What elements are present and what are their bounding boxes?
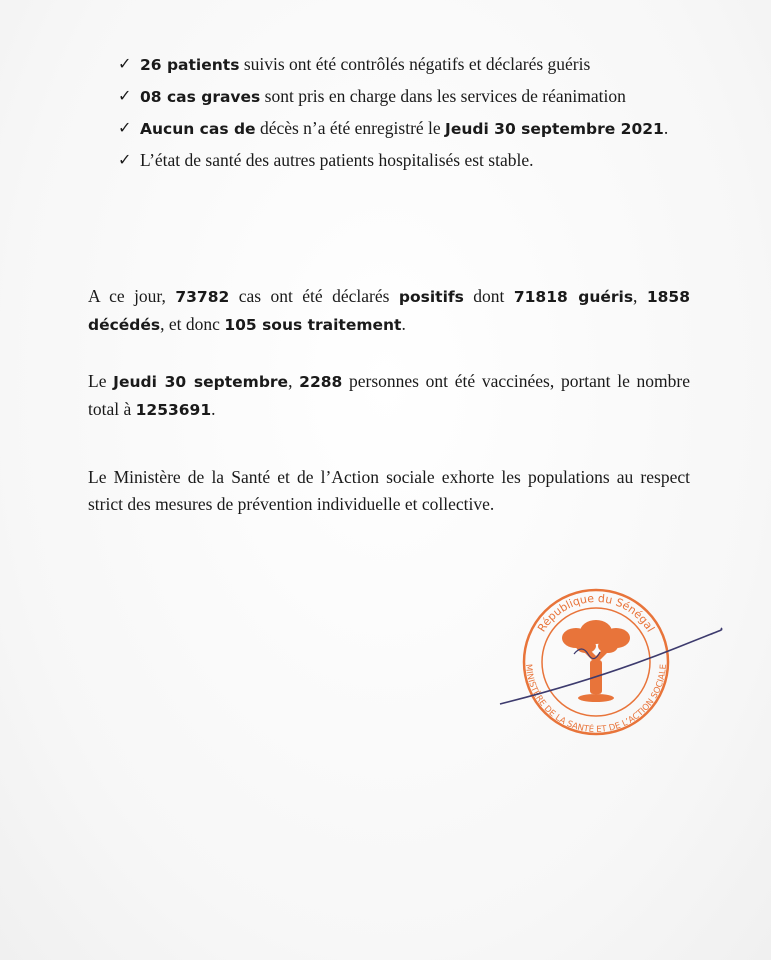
bullet-text: suivis ont été contrôlés négatifs et déclarés guéris bbox=[239, 54, 591, 74]
bullet-bold: 26 patients bbox=[140, 56, 240, 74]
cured-count: 71818 guéris bbox=[513, 288, 634, 306]
closing-paragraph: Le Ministère de la Santé et de l’Action sociale exhorte les populations au respect strict des mesures de prévention individuelle et collective. bbox=[88, 467, 690, 514]
bullet-text: L’état de santé des autres patients hospitalisés est stable. bbox=[140, 150, 534, 170]
bullet-text: décès n’a été enregistré le bbox=[255, 118, 446, 138]
bullet-item bbox=[118, 116, 698, 142]
text: A ce jour, bbox=[88, 286, 176, 306]
bullet-bold: 08 cas graves bbox=[140, 88, 261, 106]
bullet-text: . bbox=[663, 118, 669, 138]
text: Le bbox=[88, 371, 114, 391]
text: . bbox=[401, 314, 406, 334]
stamp-seal-icon bbox=[523, 590, 669, 735]
text: personnes ont été vaccinées, portant le nombre total à bbox=[88, 371, 690, 419]
text: , et donc bbox=[160, 314, 225, 334]
text: dont bbox=[463, 286, 514, 306]
bullet-item bbox=[118, 52, 698, 78]
summary-paragraph bbox=[88, 283, 690, 339]
bullet-bold-date: Jeudi 30 septembre 2021 bbox=[445, 120, 664, 138]
text: . bbox=[211, 399, 216, 419]
text: , bbox=[633, 286, 647, 306]
deaths-count: 1858 décédés bbox=[88, 288, 690, 334]
vaccinated-count: 2288 bbox=[299, 373, 343, 391]
vaccinated-total: 1253691 bbox=[135, 401, 212, 419]
text: cas ont été déclarés bbox=[229, 286, 399, 306]
vaccination-paragraph bbox=[88, 368, 690, 424]
stamp-top-text: République du Sénégal bbox=[535, 591, 657, 635]
stamp-bottom-text: MINISTÈRE DE LA SANTÉ ET DE L’ACTION SOCIALE bbox=[522, 663, 670, 736]
vaccination-date: Jeudi 30 septembre bbox=[113, 373, 289, 391]
bullet-text: sont pris en charge dans les services de réanimation bbox=[260, 86, 626, 106]
bullet-item bbox=[118, 84, 698, 110]
text: , bbox=[288, 371, 300, 391]
cases-count: 73782 bbox=[175, 288, 230, 306]
checkmark-icon: ✓ bbox=[118, 88, 132, 105]
checkmark-icon: ✓ bbox=[118, 120, 132, 137]
bullet-list bbox=[118, 52, 698, 179]
bullet-bold: Aucun cas de bbox=[140, 120, 256, 138]
treatment-count: 105 sous traitement bbox=[224, 316, 402, 334]
positive-label: positifs bbox=[398, 288, 464, 306]
checkmark-icon: ✓ bbox=[118, 152, 132, 169]
checkmark-icon: ✓ bbox=[118, 56, 132, 73]
official-stamp bbox=[496, 582, 726, 742]
bullet-item bbox=[118, 148, 698, 173]
